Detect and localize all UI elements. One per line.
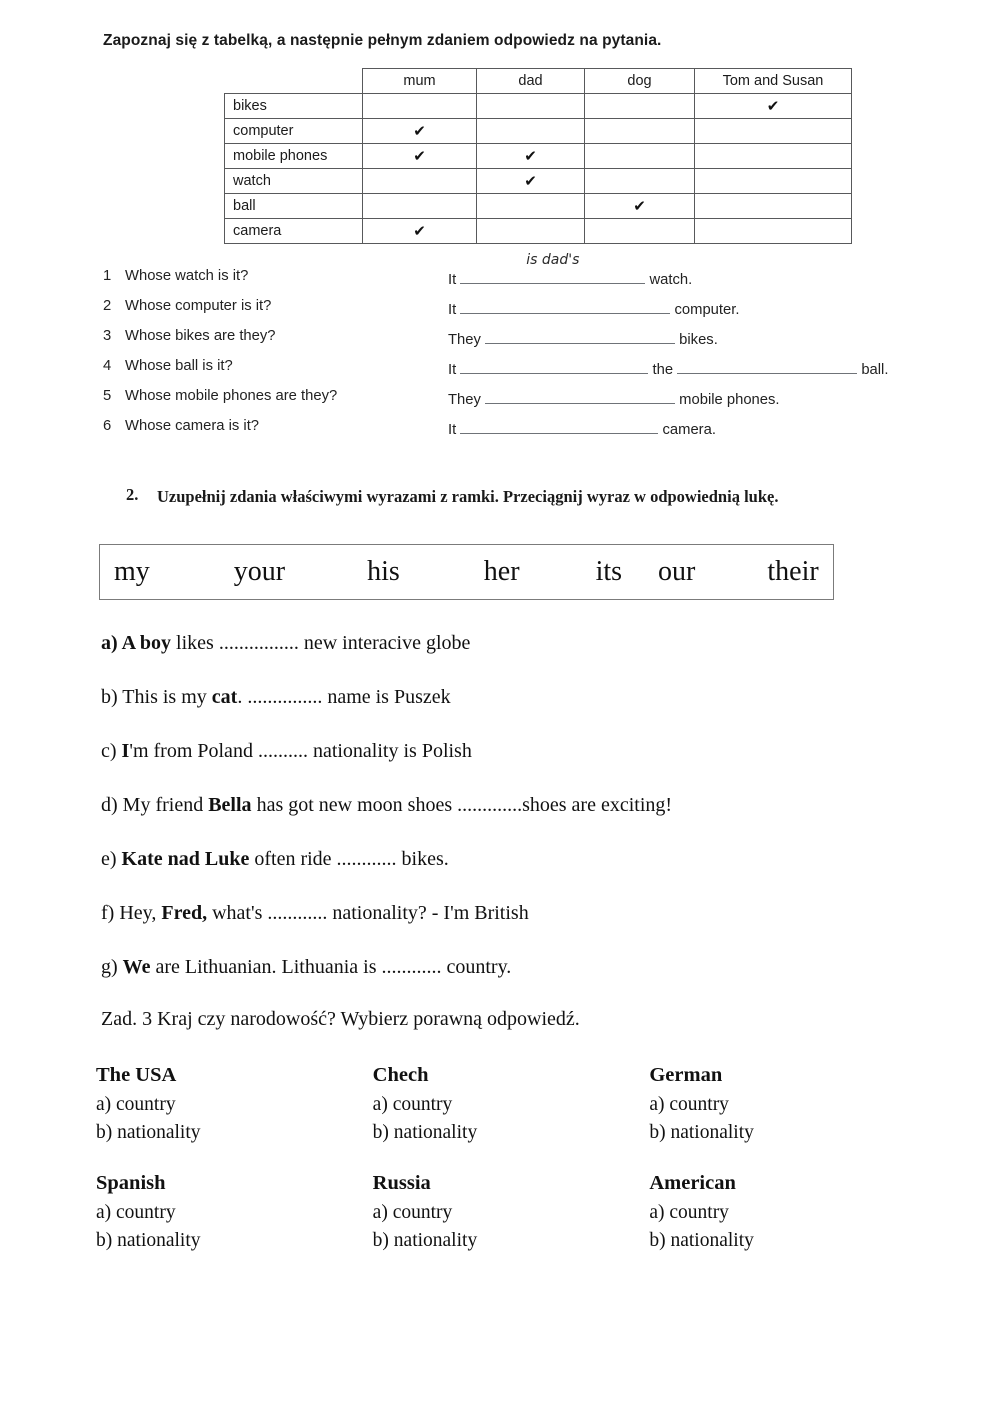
- sentence-a-rest: likes ................ new interacive globe: [171, 632, 471, 654]
- table-row: [225, 219, 852, 244]
- choice-head-spanish: Spanish: [96, 1172, 166, 1194]
- answer-suffix-4: ball.: [861, 362, 889, 378]
- table-row: [225, 169, 852, 194]
- sentence-f-pre: Hey,: [114, 902, 162, 924]
- row-header-bikes: bikes: [225, 94, 363, 119]
- sentence-d[interactable]: [101, 794, 931, 848]
- cell-ball-tom-and-susan[interactable]: [695, 194, 852, 219]
- choice-item-german: [649, 1064, 926, 1172]
- choice-row-2: [96, 1172, 926, 1280]
- sentence-b-letter: b): [101, 686, 118, 708]
- question-text-4: Whose ball is it?: [125, 358, 233, 374]
- answer-blank-4b[interactable]: [677, 358, 857, 374]
- table-row: [225, 94, 852, 119]
- sentence-d-bold: Bella: [208, 794, 252, 816]
- sentence-f-rest: what's ............ nationality? - I'm British: [207, 902, 529, 924]
- word-chip-your[interactable]: your: [233, 556, 286, 587]
- cell-computer-mum[interactable]: ✔: [363, 119, 477, 144]
- table-row: [225, 144, 852, 169]
- answer-handwriting-1: is dad's: [526, 252, 580, 268]
- sentence-d-rest: has got new moon shoes .............shoes are exciting!: [251, 794, 673, 816]
- choice-option-b-spanish[interactable]: b) nationality: [96, 1229, 201, 1251]
- task2-number: 2.: [126, 485, 139, 504]
- question-row-4: [103, 358, 903, 388]
- choice-option-a-chech[interactable]: a) country: [372, 1094, 453, 1115]
- sentence-f-letter: f): [101, 902, 115, 924]
- task2-sentences: [101, 632, 931, 1010]
- cell-computer-dog[interactable]: [585, 119, 695, 144]
- question-number-2: 2: [103, 298, 112, 314]
- cell-bikes-dad[interactable]: [477, 94, 585, 119]
- sentence-d-pre: My friend: [117, 794, 209, 816]
- choice-head-russia: Russia: [372, 1172, 431, 1194]
- question-row-1: [103, 252, 903, 298]
- sentence-b-pre: This is my: [117, 686, 212, 708]
- question-row-2: [103, 298, 903, 328]
- cell-bikes-mum[interactable]: [363, 94, 477, 119]
- question-row-5: [103, 388, 903, 418]
- sentence-b[interactable]: [101, 686, 931, 740]
- sentence-d-letter: d): [101, 794, 118, 816]
- question-number-3: 3: [103, 328, 112, 344]
- sentence-e-letter: e): [101, 848, 117, 870]
- table-header-row: [225, 69, 852, 94]
- row-header-watch: watch: [225, 169, 363, 194]
- column-header-dad: dad: [477, 69, 585, 94]
- cell-mobile-phones-dog[interactable]: [585, 144, 695, 169]
- answer-suffix-5: mobile phones.: [679, 392, 780, 408]
- question-text-2: Whose computer is it?: [125, 298, 272, 314]
- question-text-6: Whose camera is it?: [125, 418, 260, 434]
- sentence-e[interactable]: [101, 848, 931, 902]
- answer-blank-3[interactable]: [485, 328, 675, 344]
- answer-prefix-2: It: [448, 302, 457, 318]
- choice-head-chech: Chech: [372, 1064, 429, 1086]
- answer-prefix-5: They: [448, 392, 481, 408]
- answer-blank-4a[interactable]: [460, 358, 648, 374]
- answer-line-2: [448, 298, 739, 318]
- cell-camera-tom-and-susan[interactable]: [695, 219, 852, 244]
- cell-mobile-phones-tom-and-susan[interactable]: [695, 144, 852, 169]
- word-chip-its[interactable]: its: [595, 556, 623, 587]
- task3-title: Zad. 3 Kraj czy narodowość? Wybierz porawną odpowiedź.: [101, 1008, 580, 1030]
- answer-blank-6[interactable]: [460, 418, 658, 434]
- choice-item-spanish: [96, 1172, 373, 1280]
- answer-prefix-3: They: [448, 332, 481, 348]
- choice-option-b-german[interactable]: b) nationality: [649, 1121, 754, 1143]
- row-header-mobile-phones: mobile phones: [225, 144, 363, 169]
- cell-watch-mum[interactable]: [363, 169, 477, 194]
- sentence-f-bold: Fred,: [161, 902, 208, 924]
- sentence-g-bold: We: [122, 956, 151, 978]
- question-row-6: [103, 418, 903, 448]
- word-chip-my[interactable]: my: [114, 556, 150, 587]
- answer-line-4: [448, 358, 888, 378]
- choice-head-american: American: [649, 1172, 736, 1194]
- choice-option-a-the-usa[interactable]: a) country: [96, 1094, 176, 1115]
- answer-blank-5[interactable]: [485, 388, 675, 404]
- cell-ball-mum[interactable]: [363, 194, 477, 219]
- sentence-b-bold: cat: [211, 686, 238, 708]
- choice-option-b-american[interactable]: b) nationality: [649, 1229, 754, 1251]
- table-row: [225, 194, 852, 219]
- sentence-a-letter: a): [101, 632, 118, 654]
- choice-option-b-chech[interactable]: b) nationality: [372, 1121, 478, 1143]
- choice-option-a-german[interactable]: a) country: [649, 1094, 729, 1115]
- questions-list: [103, 252, 903, 448]
- sentence-a[interactable]: [101, 632, 931, 686]
- cell-bikes-dog[interactable]: [585, 94, 695, 119]
- choice-item-american: [649, 1172, 926, 1280]
- column-header-mum: mum: [363, 69, 477, 94]
- question-row-3: [103, 328, 903, 358]
- ownership-table: [224, 68, 852, 244]
- question-text-1: Whose watch is it?: [125, 268, 249, 284]
- task3-choices: [96, 1064, 926, 1280]
- column-header-tom-and-susan: Tom and Susan: [695, 69, 852, 94]
- cell-camera-dog[interactable]: [585, 219, 695, 244]
- cell-watch-tom-and-susan[interactable]: [695, 169, 852, 194]
- ownership-table-wrapper: [224, 68, 852, 244]
- cell-mobile-phones-dad[interactable]: ✔: [477, 144, 585, 169]
- answer-middle-4: the: [652, 362, 674, 378]
- word-bank: [99, 544, 834, 600]
- sentence-c-letter: c): [101, 740, 117, 762]
- sentence-g[interactable]: [101, 956, 931, 1010]
- choice-row-1: [96, 1064, 926, 1172]
- question-number-5: 5: [103, 388, 112, 404]
- answer-suffix-3: bikes.: [679, 332, 718, 348]
- table-row: [225, 119, 852, 144]
- choice-head-german: German: [649, 1064, 723, 1086]
- question-number-4: 4: [103, 358, 112, 374]
- sentence-g-letter: g): [101, 956, 118, 978]
- cell-computer-dad[interactable]: [477, 119, 585, 144]
- table-corner-cell: [225, 69, 363, 94]
- column-header-dog: dog: [585, 69, 695, 94]
- question-number-1: 1: [103, 268, 112, 284]
- cell-ball-dad[interactable]: [477, 194, 585, 219]
- word-chip-his[interactable]: his: [367, 556, 400, 587]
- cell-bikes-tom-and-susan[interactable]: ✔: [695, 94, 852, 119]
- choice-option-a-american[interactable]: a) country: [649, 1202, 729, 1223]
- choice-option-a-spanish[interactable]: a) country: [96, 1202, 176, 1223]
- cell-camera-dad[interactable]: [477, 219, 585, 244]
- answer-line-3: [448, 328, 718, 348]
- cell-watch-dog[interactable]: [585, 169, 695, 194]
- sentence-g-rest: are Lithuanian. Lithuania is ............ country.: [150, 956, 512, 978]
- question-text-5: Whose mobile phones are they?: [125, 388, 338, 404]
- sentence-a-bold: A boy: [121, 632, 172, 654]
- choice-item-russia: [373, 1172, 650, 1280]
- cell-camera-mum[interactable]: ✔: [363, 219, 477, 244]
- row-header-computer: computer: [225, 119, 363, 144]
- row-header-camera: camera: [225, 219, 363, 244]
- sentence-c[interactable]: [101, 740, 931, 794]
- sentence-f[interactable]: [101, 902, 931, 956]
- choice-item-chech: [373, 1064, 650, 1172]
- sentence-e-rest: often ride ............ bikes.: [249, 848, 449, 870]
- answer-prefix-6: It: [448, 422, 457, 438]
- choice-head-the-usa: The USA: [96, 1064, 177, 1086]
- answer-prefix-1: It: [448, 272, 457, 288]
- answer-line-1: [448, 252, 693, 288]
- row-header-ball: ball: [225, 194, 363, 219]
- cell-watch-dad[interactable]: ✔: [477, 169, 585, 194]
- question-number-6: 6: [103, 418, 112, 434]
- answer-blank-1[interactable]: [460, 252, 645, 284]
- task1-title: Zapoznaj się z tabelką, a następnie pełnym zdaniem odpowiedz na pytania.: [103, 32, 662, 49]
- word-chip-their[interactable]: their: [767, 556, 819, 587]
- sentence-c-bold: I: [121, 740, 130, 762]
- answer-suffix-6: camera.: [662, 422, 716, 438]
- answer-suffix-1: watch.: [649, 272, 693, 288]
- choice-option-a-russia[interactable]: a) country: [372, 1202, 453, 1223]
- answer-suffix-2: computer.: [674, 302, 740, 318]
- sentence-b-rest: . ............... name is Puszek: [237, 686, 451, 708]
- sentence-e-bold: Kate nad Luke: [121, 848, 250, 870]
- choice-option-b-the-usa[interactable]: b) nationality: [96, 1121, 201, 1143]
- sentence-c-rest: 'm from Poland .......... nationality is Polish: [129, 740, 472, 762]
- answer-blank-2[interactable]: [460, 298, 670, 314]
- cell-ball-dog[interactable]: ✔: [585, 194, 695, 219]
- word-chip-our[interactable]: our: [658, 556, 696, 587]
- answer-line-6: [448, 418, 716, 438]
- question-text-3: Whose bikes are they?: [125, 328, 276, 344]
- answer-prefix-4: It: [448, 362, 457, 378]
- cell-mobile-phones-mum[interactable]: ✔: [363, 144, 477, 169]
- word-chip-her[interactable]: her: [483, 556, 520, 587]
- task2-title: Uzupełnij zdania właściwymi wyrazami z ramki. Przeciągnij wyraz w odpowiednią lukę.: [157, 487, 779, 506]
- choice-option-b-russia[interactable]: b) nationality: [372, 1229, 478, 1251]
- answer-line-5: [448, 388, 780, 408]
- cell-computer-tom-and-susan[interactable]: [695, 119, 852, 144]
- choice-item-the-usa: [96, 1064, 373, 1172]
